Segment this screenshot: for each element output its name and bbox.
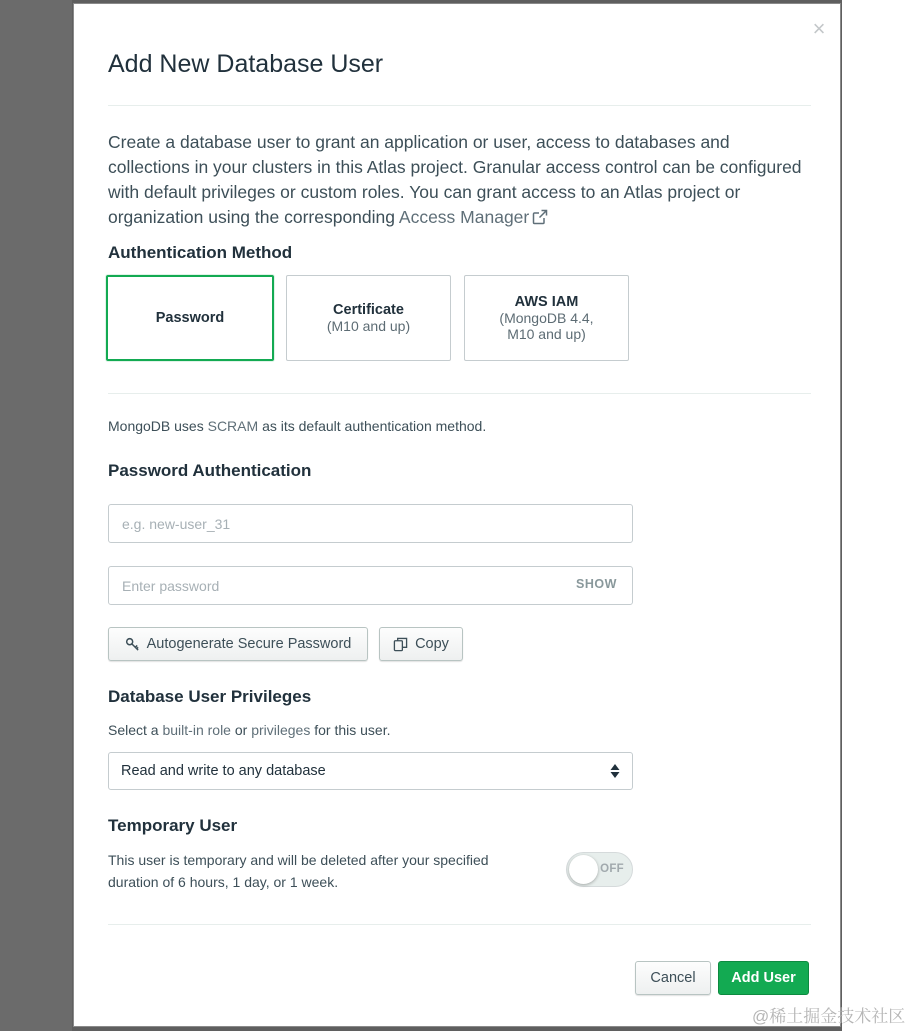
divider — [108, 924, 811, 925]
key-icon — [125, 637, 140, 652]
copy-icon — [393, 637, 408, 652]
background-overlay-left — [0, 0, 72, 1031]
toggle-knob — [569, 855, 598, 884]
add-user-button[interactable]: Add User — [718, 961, 809, 995]
privileges-selected-value: Read and write to any database — [121, 763, 326, 779]
toggle-state-label: OFF — [600, 863, 624, 875]
cancel-button[interactable]: Cancel — [635, 961, 711, 995]
auth-option-title: Certificate — [333, 302, 404, 318]
privileges-description: Select a built-in role or privileges for this user. — [108, 722, 391, 738]
built-in-role-link[interactable]: built-in role — [162, 722, 231, 738]
copy-password-button[interactable] — [379, 627, 463, 661]
auth-option-certificate[interactable] — [286, 275, 451, 361]
auth-option-subtitle: (M10 and up) — [326, 318, 411, 334]
temporary-user-toggle[interactable] — [566, 852, 633, 887]
privileges-select[interactable] — [108, 752, 633, 790]
auth-option-title: AWS IAM — [514, 294, 579, 310]
external-link-icon[interactable] — [532, 209, 548, 225]
divider — [108, 105, 811, 106]
scram-link[interactable]: SCRAM — [207, 418, 259, 434]
temporary-user-heading: Temporary User — [108, 816, 238, 835]
password-auth-heading: Password Authentication — [108, 461, 312, 480]
temporary-user-description: This user is temporary and will be deleted after your specified duration of 6 hours, 1 day, or 1 week. — [108, 852, 489, 890]
watermark: @稀土掘金技术社区 — [752, 1007, 906, 1026]
auth-method-heading: Authentication Method — [108, 243, 293, 262]
auth-option-aws-iam[interactable] — [464, 275, 629, 361]
auth-option-password[interactable] — [106, 275, 274, 361]
auth-option-title: Password — [155, 310, 225, 326]
auth-note: MongoDB uses SCRAM as its default authentication method. — [108, 418, 487, 434]
privileges-link[interactable]: privileges — [251, 722, 311, 738]
divider — [108, 393, 811, 394]
autogenerate-label: Autogenerate Secure Password — [146, 636, 352, 652]
add-user-modal — [73, 3, 841, 1027]
autogenerate-password-button[interactable] — [108, 627, 368, 661]
access-manager-link[interactable]: Access Manager — [398, 207, 530, 227]
modal-title: Add New Database User — [108, 50, 384, 78]
intro-text: Create a database user to grant an application or user, access to databases and collections in your clusters in this Atlas project. Granular access control can be configured with default privileges or custom roles. You can grant access to an Atlas project or organization using the corresponding Access Manager — [108, 132, 802, 227]
password-input[interactable] — [108, 566, 633, 605]
privileges-heading: Database User Privileges — [108, 687, 312, 706]
copy-label: Copy — [415, 636, 449, 652]
auth-option-subtitle: (MongoDB 4.4, M10 and up) — [499, 310, 594, 342]
show-password-button[interactable]: SHOW — [576, 577, 617, 591]
sort-arrows-icon — [610, 763, 620, 779]
username-input[interactable] — [108, 504, 633, 543]
close-icon[interactable]: × — [812, 16, 826, 41]
background-overlay-right — [842, 0, 916, 1031]
